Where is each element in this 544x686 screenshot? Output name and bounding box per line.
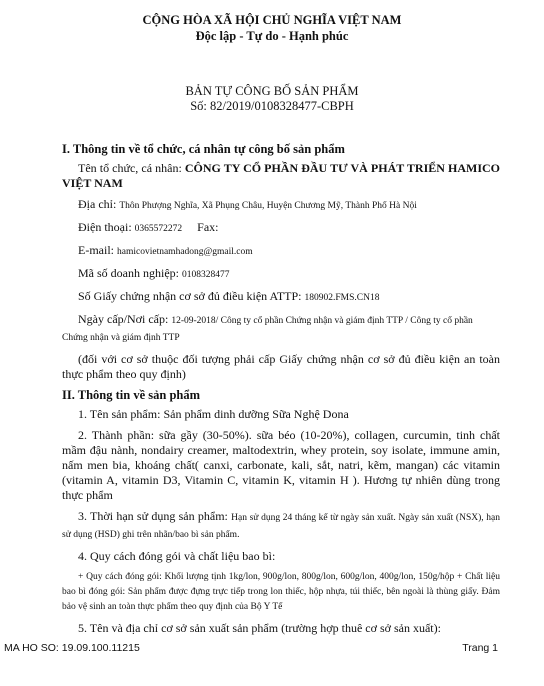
document-title: BẢN TỰ CÔNG BỐ SẢN PHẨM — [185, 84, 359, 98]
fax-label: Fax: — [197, 220, 219, 234]
cert-value: 180902.FMS.CN18 — [304, 293, 380, 303]
document-number: Số: 82/2019/0108328477-CBPH — [190, 99, 354, 113]
item-3-label: 3. Thời hạn sử dụng sản phẩm: — [78, 509, 228, 523]
email-value: hamicovietnamhadong@gmail.com — [117, 247, 253, 257]
cert-label: Số Giấy chứng nhận cơ sở đủ điều kiện ATTP: — [78, 289, 302, 303]
issue-line — [62, 312, 500, 346]
document-heading — [0, 84, 544, 114]
record-number: MA HO SO: 19.09.100.11215 — [4, 642, 140, 654]
issue-value: 12-09-2018/ Công ty cổ phần Chứng nhận và giám định TTP / Công ty cổ phần Chứng nhận và giám định TTP — [62, 316, 473, 343]
address-line — [62, 197, 500, 214]
item-3 — [62, 509, 500, 543]
issue-label: Ngày cấp/Nơi cấp: — [78, 312, 169, 326]
section-1-heading: I. Thông tin về tổ chức, cá nhân tự công bố sản phẩm — [62, 142, 345, 156]
tax-value: 0108328477 — [182, 270, 230, 280]
phone-label: Điện thoại: — [78, 220, 132, 234]
item-2-label: 2. Thành phần: — [78, 428, 155, 442]
org-label: Tên tổ chức, cá nhân: — [78, 161, 182, 175]
item-2-value: sữa gầy (30-50%). sữa béo (10-20%), collagen, curcumin, tinh chất mầm đậu nành, nondairy creamer, maltodextrin, whey protein, soy isolate, immune amin, nấm men bia, khoáng chất( canxi, carbonate, kali, sắt, natri, kẽm, mangan) các vitamin (vitamin A, vitamin D3, Vitamin C, vitamin K, vitamin H ). Hương tự nhiên dùng trong thực phẩm — [62, 428, 500, 502]
item-1-label: 1. Tên sản phẩm: — [78, 407, 161, 421]
org-name: CÔNG TY CỔ PHẦN ĐẦU TƯ VÀ PHÁT TRIỂN HAMICO VIỆT NAM — [62, 161, 500, 190]
item-4-label: 4. Quy cách đóng gói và chất liệu bao bì: — [78, 549, 276, 563]
phone-value: 0365572272 — [134, 224, 183, 234]
item-1 — [62, 407, 500, 422]
page-number: Trang 1 — [462, 642, 498, 654]
email-line — [62, 243, 500, 260]
national-header — [0, 12, 544, 44]
section-2-heading: II. Thông tin về sản phẩm — [62, 388, 201, 402]
item-5-label: 5. Tên và địa chỉ cơ sở sản xuất sản phẩm (trường hợp thuê cơ sở sản xuất): — [78, 621, 441, 635]
phone-line — [62, 220, 500, 237]
tax-label: Mã số doanh nghiệp: — [78, 266, 179, 280]
email-label: E-mail: — [78, 243, 114, 257]
address-value: Thôn Phượng Nghĩa, Xã Phụng Châu, Huyện Chương Mỹ, Thành Phố Hà Nội — [119, 201, 417, 211]
tax-line — [62, 266, 500, 283]
item-1-value: Sản phẩm dinh dưỡng Sữa Nghệ Dona — [163, 407, 349, 421]
nation-title: CỘNG HÒA XÃ HỘI CHỦ NGHĨA VIỆT NAM — [142, 13, 402, 27]
nation-motto: Độc lập - Tự do - Hạnh phúc — [195, 29, 349, 43]
item-4-value: + Quy cách đóng gói: Khối lượng tịnh 1kg/lon, 900g/lon, 800g/lon, 600g/lon, 400g/lon, 150g/hộp + Chất liệu bao bì đóng gói: Sản phẩm được đựng trực tiếp trong lon thiếc, hộp nhựa, túi thiếc, bên ngoài là thùng giấy. Đảm bảo vệ sinh an toàn thực phẩm theo quy định của Bộ Y Tế — [62, 572, 500, 612]
cert-line — [62, 289, 500, 306]
item-2 — [62, 428, 500, 503]
address-label: Địa chỉ: — [78, 197, 117, 211]
cert-note: (đối với cơ sở thuộc đối tượng phải cấp Giấy chứng nhận cơ sở đủ điều kiện an toàn thực phẩm theo quy định) — [62, 352, 500, 381]
org-line — [62, 161, 500, 191]
document-body — [62, 142, 500, 642]
item-3-value: Hạn sử dụng 24 tháng kể từ ngày sản xuất. Ngày sản xuất (NSX), hạn sử dụng (HSD) ghi trên nhãn/bao bì sản phẩm. — [62, 513, 500, 540]
